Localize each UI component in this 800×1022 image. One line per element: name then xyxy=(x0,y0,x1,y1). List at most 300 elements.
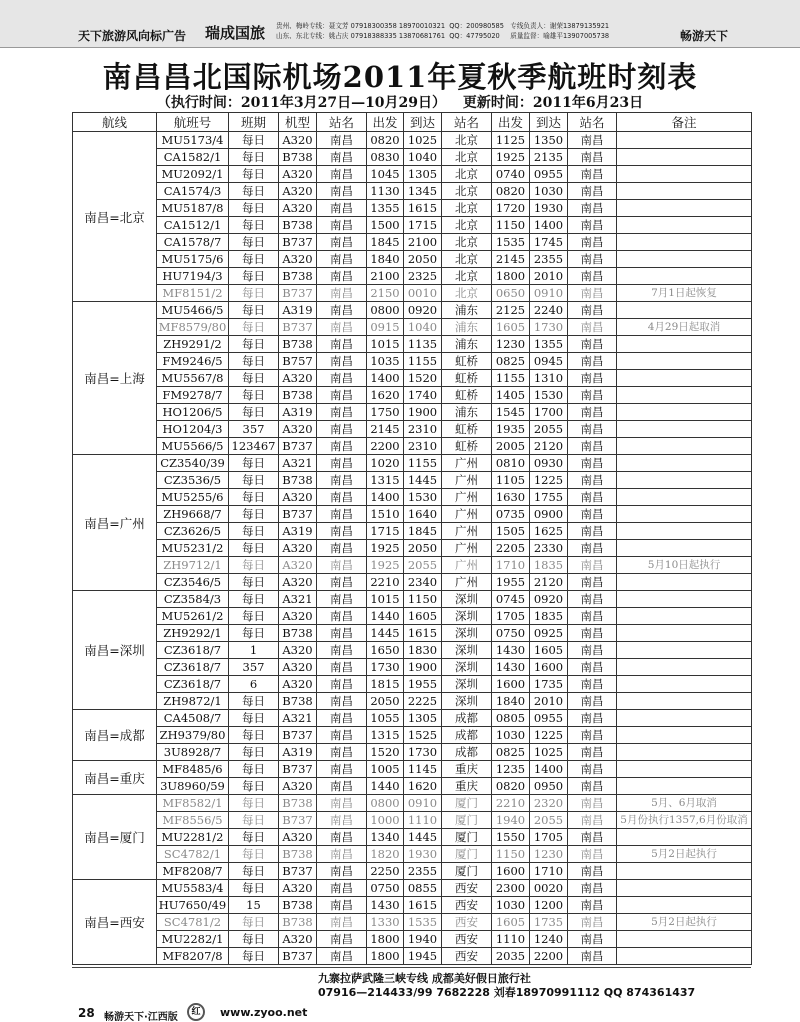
table-cell: 南昌 xyxy=(568,455,617,472)
table-cell: 南昌 xyxy=(317,846,367,863)
page-title: 南昌昌北国际机场2011年夏秋季航班时刻表 xyxy=(102,60,698,94)
table-row xyxy=(73,489,752,506)
table-cell: 1845 xyxy=(367,234,404,251)
table-cell: 1400 xyxy=(367,370,404,387)
table-cell: 1520 xyxy=(367,744,404,761)
table-cell: 123467 xyxy=(229,438,279,455)
table-cell: MU5255/6 xyxy=(157,489,229,506)
table-cell: 南昌 xyxy=(317,149,367,166)
table-cell: 虹桥 xyxy=(442,353,492,370)
table-cell: 每日 xyxy=(229,591,279,608)
table-cell: CZ3618/7 xyxy=(157,676,229,693)
table-cell: 每日 xyxy=(229,132,279,149)
table-row xyxy=(73,217,752,234)
table-cell: 0750 xyxy=(367,880,404,897)
table-row xyxy=(73,557,752,574)
table-cell: 2200 xyxy=(530,948,568,965)
table-cell: 1015 xyxy=(367,591,404,608)
table-cell: 2120 xyxy=(530,438,568,455)
table-cell: 1000 xyxy=(367,812,404,829)
remark-cell: 5月份执行1357,6月份取消 xyxy=(617,812,752,829)
table-cell: 1840 xyxy=(367,251,404,268)
remark-cell xyxy=(617,863,752,880)
table-cell: 2055 xyxy=(530,421,568,438)
table-cell: 南昌 xyxy=(568,914,617,931)
table-cell: 1440 xyxy=(367,608,404,625)
remark-cell xyxy=(617,438,752,455)
table-cell: B738 xyxy=(279,914,317,931)
table-cell: B737 xyxy=(279,285,317,302)
table-cell: 1230 xyxy=(492,336,530,353)
table-row xyxy=(73,642,752,659)
table-cell: 浦东 xyxy=(442,404,492,421)
table-cell: 厦门 xyxy=(442,863,492,880)
table-cell: 每日 xyxy=(229,319,279,336)
table-cell: 0945 xyxy=(530,353,568,370)
table-cell: 南昌 xyxy=(317,676,367,693)
table-cell: A321 xyxy=(279,591,317,608)
table-cell: 南昌 xyxy=(568,421,617,438)
remark-cell xyxy=(617,132,752,149)
remark-cell: 5月2日起执行 xyxy=(617,846,752,863)
table-cell: B738 xyxy=(279,149,317,166)
remark-cell xyxy=(617,455,752,472)
table-body xyxy=(73,132,752,965)
remark-cell xyxy=(617,591,752,608)
table-cell: 浦东 xyxy=(442,336,492,353)
table-cell: 虹桥 xyxy=(442,387,492,404)
table-cell: B738 xyxy=(279,472,317,489)
table-cell: 1705 xyxy=(530,829,568,846)
table-cell: 2100 xyxy=(367,268,404,285)
remark-cell xyxy=(617,234,752,251)
table-cell: B737 xyxy=(279,234,317,251)
table-cell: FM9246/5 xyxy=(157,353,229,370)
table-cell: 深圳 xyxy=(442,676,492,693)
table-cell: 南昌 xyxy=(317,421,367,438)
table-cell: 1830 xyxy=(404,642,442,659)
table-cell: 1005 xyxy=(367,761,404,778)
remark-cell: 5月2日起执行 xyxy=(617,914,752,931)
table-cell: ZH9291/2 xyxy=(157,336,229,353)
table-cell: 南昌 xyxy=(568,659,617,676)
table-cell: 1730 xyxy=(367,659,404,676)
table-cell: 1615 xyxy=(404,200,442,217)
table-cell: A320 xyxy=(279,132,317,149)
table-cell: 虹桥 xyxy=(442,438,492,455)
table-cell: 南昌 xyxy=(317,574,367,591)
remark-cell xyxy=(617,829,752,846)
page-subtitle xyxy=(0,92,800,112)
table-cell: 1150 xyxy=(492,846,530,863)
table-cell: 1705 xyxy=(492,608,530,625)
remark-cell xyxy=(617,761,752,778)
table-cell: 1440 xyxy=(367,778,404,795)
table-cell: 1600 xyxy=(492,863,530,880)
table-cell: B737 xyxy=(279,438,317,455)
table-cell: 每日 xyxy=(229,914,279,931)
table-cell: 2250 xyxy=(367,863,404,880)
table-cell: 每日 xyxy=(229,812,279,829)
column-header: 站名 xyxy=(442,113,492,132)
table-cell: 1150 xyxy=(404,591,442,608)
table-cell: ZH9872/1 xyxy=(157,693,229,710)
table-cell: 1045 xyxy=(367,166,404,183)
table-cell: 1605 xyxy=(404,608,442,625)
table-cell: 1720 xyxy=(492,200,530,217)
table-row xyxy=(73,540,752,557)
table-cell: A320 xyxy=(279,421,317,438)
table-cell: A320 xyxy=(279,880,317,897)
table-cell: A320 xyxy=(279,251,317,268)
table-row xyxy=(73,812,752,829)
table-cell: B738 xyxy=(279,846,317,863)
table-row xyxy=(73,132,752,149)
table-cell: 成都 xyxy=(442,727,492,744)
column-header: 到达 xyxy=(530,113,568,132)
table-cell: 深圳 xyxy=(442,693,492,710)
table-cell: 1520 xyxy=(404,370,442,387)
table-cell: 1400 xyxy=(367,489,404,506)
remark-cell xyxy=(617,710,752,727)
remark-cell xyxy=(617,608,752,625)
table-cell: SC4781/2 xyxy=(157,914,229,931)
table-cell: 南昌 xyxy=(317,404,367,421)
table-row xyxy=(73,948,752,965)
table-cell: 0810 xyxy=(492,455,530,472)
table-cell: 0930 xyxy=(530,455,568,472)
table-row xyxy=(73,472,752,489)
remark-cell xyxy=(617,336,752,353)
table-cell: 1445 xyxy=(404,829,442,846)
table-cell: 1605 xyxy=(492,914,530,931)
table-cell: 每日 xyxy=(229,761,279,778)
table-cell: A319 xyxy=(279,523,317,540)
table-cell: 重庆 xyxy=(442,761,492,778)
table-row xyxy=(73,183,752,200)
column-header: 班期 xyxy=(229,113,279,132)
table-cell: 广州 xyxy=(442,540,492,557)
table-cell: 南昌 xyxy=(317,608,367,625)
table-cell: 1730 xyxy=(530,319,568,336)
table-cell: 0925 xyxy=(530,625,568,642)
remark-cell xyxy=(617,523,752,540)
table-cell: 1530 xyxy=(404,489,442,506)
table-cell: 2150 xyxy=(367,285,404,302)
table-cell: 南昌 xyxy=(568,642,617,659)
table-cell: 1430 xyxy=(492,659,530,676)
table-row xyxy=(73,608,752,625)
table-cell: 南昌 xyxy=(568,251,617,268)
table-cell: 1030 xyxy=(492,897,530,914)
remark-cell xyxy=(617,353,752,370)
table-cell: 南昌 xyxy=(568,149,617,166)
table-cell: HU7194/3 xyxy=(157,268,229,285)
table-cell: 广州 xyxy=(442,506,492,523)
table-row xyxy=(73,523,752,540)
table-cell: 南昌 xyxy=(568,710,617,727)
table-cell: 2035 xyxy=(492,948,530,965)
table-row xyxy=(73,676,752,693)
table-cell: 每日 xyxy=(229,846,279,863)
table-cell: 1135 xyxy=(404,336,442,353)
table-cell: 1535 xyxy=(404,914,442,931)
table-cell: 1620 xyxy=(404,778,442,795)
table-row xyxy=(73,404,752,421)
table-cell: 每日 xyxy=(229,693,279,710)
table-cell: 1650 xyxy=(367,642,404,659)
table-cell: 1755 xyxy=(530,489,568,506)
table-cell: 2135 xyxy=(530,149,568,166)
remark-cell xyxy=(617,574,752,591)
table-cell: 2330 xyxy=(530,540,568,557)
table-row xyxy=(73,625,752,642)
table-cell: 厦门 xyxy=(442,812,492,829)
table-cell: 南昌 xyxy=(317,727,367,744)
table-cell: 北京 xyxy=(442,268,492,285)
table-cell: 南昌 xyxy=(317,438,367,455)
table-cell: 南昌 xyxy=(568,217,617,234)
table-cell: 每日 xyxy=(229,948,279,965)
table-cell: 2240 xyxy=(530,302,568,319)
table-cell: 0820 xyxy=(492,778,530,795)
table-cell: 广州 xyxy=(442,455,492,472)
route-cell: 南昌=西安 xyxy=(73,880,157,965)
table-cell: 南昌 xyxy=(568,268,617,285)
column-header: 航线 xyxy=(73,113,157,132)
table-cell: 南昌 xyxy=(568,132,617,149)
table-cell: 1600 xyxy=(492,676,530,693)
remark-cell xyxy=(617,506,752,523)
table-cell: 南昌 xyxy=(317,914,367,931)
table-cell: 2325 xyxy=(404,268,442,285)
table-cell: 南昌 xyxy=(317,710,367,727)
table-cell: 2010 xyxy=(530,693,568,710)
table-cell: 1625 xyxy=(530,523,568,540)
table-cell: 2120 xyxy=(530,574,568,591)
remark-cell xyxy=(617,625,752,642)
table-cell: 357 xyxy=(229,421,279,438)
table-cell: 1055 xyxy=(367,710,404,727)
table-cell: 2225 xyxy=(404,693,442,710)
table-row xyxy=(73,846,752,863)
table-cell: 1900 xyxy=(404,404,442,421)
table-cell: 1330 xyxy=(367,914,404,931)
table-cell: 1030 xyxy=(530,183,568,200)
table-cell: 广州 xyxy=(442,489,492,506)
table-cell: 1835 xyxy=(530,557,568,574)
table-cell: 0955 xyxy=(530,710,568,727)
table-cell: A320 xyxy=(279,574,317,591)
table-cell: 南昌 xyxy=(568,319,617,336)
table-cell: 2210 xyxy=(367,574,404,591)
table-cell: 南昌 xyxy=(568,744,617,761)
table-cell: 南昌 xyxy=(317,693,367,710)
table-cell: SC4782/1 xyxy=(157,846,229,863)
table-cell: 0805 xyxy=(492,710,530,727)
table-cell: 1315 xyxy=(367,472,404,489)
table-cell: 南昌 xyxy=(317,387,367,404)
table-cell: B738 xyxy=(279,897,317,914)
table-cell: 1955 xyxy=(492,574,530,591)
table-cell: MU5583/4 xyxy=(157,880,229,897)
table-cell: MF8207/8 xyxy=(157,948,229,965)
table-cell: CZ3540/39 xyxy=(157,455,229,472)
table-cell: 1310 xyxy=(530,370,568,387)
footer-magazine-name: 畅游天下·江西版 xyxy=(104,1012,178,1022)
table-cell: 每日 xyxy=(229,336,279,353)
table-cell: 每日 xyxy=(229,744,279,761)
table-cell: 1930 xyxy=(404,846,442,863)
table-cell: 南昌 xyxy=(317,217,367,234)
remark-cell xyxy=(617,421,752,438)
table-cell: 南昌 xyxy=(317,931,367,948)
table-cell: 1800 xyxy=(367,931,404,948)
table-cell: 1225 xyxy=(530,727,568,744)
route-cell: 南昌=上海 xyxy=(73,302,157,455)
column-header: 站名 xyxy=(568,113,617,132)
table-cell: 1400 xyxy=(530,761,568,778)
remark-cell: 5月10日起执行 xyxy=(617,557,752,574)
table-cell: 西安 xyxy=(442,897,492,914)
footer-url: www.zyoo.net xyxy=(220,1006,308,1019)
table-cell: 北京 xyxy=(442,251,492,268)
table-cell: 南昌 xyxy=(317,829,367,846)
table-cell: 每日 xyxy=(229,200,279,217)
table-row xyxy=(73,914,752,931)
table-cell: 广州 xyxy=(442,523,492,540)
remark-cell xyxy=(617,302,752,319)
table-cell: HO1204/3 xyxy=(157,421,229,438)
table-row xyxy=(73,591,752,608)
table-cell: 南昌 xyxy=(568,438,617,455)
table-cell: 南昌 xyxy=(317,183,367,200)
column-header: 出发 xyxy=(492,113,530,132)
table-cell: 1925 xyxy=(367,557,404,574)
table-cell: B737 xyxy=(279,727,317,744)
table-cell: 1815 xyxy=(367,676,404,693)
remark-cell xyxy=(617,472,752,489)
table-cell: 1350 xyxy=(530,132,568,149)
table-cell: 南昌 xyxy=(568,540,617,557)
table-cell: 1355 xyxy=(367,200,404,217)
table-cell: A320 xyxy=(279,540,317,557)
table-cell: B738 xyxy=(279,217,317,234)
table-cell: 1630 xyxy=(492,489,530,506)
top-banner xyxy=(0,0,800,48)
table-cell: A320 xyxy=(279,829,317,846)
table-cell: 每日 xyxy=(229,523,279,540)
remark-cell xyxy=(617,217,752,234)
table-cell: 每日 xyxy=(229,472,279,489)
table-cell: 广州 xyxy=(442,472,492,489)
table-cell: CZ3618/7 xyxy=(157,642,229,659)
table-cell: 1040 xyxy=(404,319,442,336)
table-row xyxy=(73,200,752,217)
table-cell: 每日 xyxy=(229,251,279,268)
table-cell: MU5187/8 xyxy=(157,200,229,217)
table-cell: 南昌 xyxy=(568,795,617,812)
table-cell: CA1582/1 xyxy=(157,149,229,166)
table-cell: 1355 xyxy=(530,336,568,353)
table-cell: 0650 xyxy=(492,285,530,302)
table-cell: 1105 xyxy=(492,472,530,489)
table-cell: ZH9712/1 xyxy=(157,557,229,574)
table-cell: 1700 xyxy=(530,404,568,421)
column-header: 站名 xyxy=(317,113,367,132)
table-cell: 1340 xyxy=(367,829,404,846)
remark-cell xyxy=(617,540,752,557)
table-cell: 2300 xyxy=(492,880,530,897)
banner-brand: 瑞成国旅 xyxy=(205,24,266,42)
table-row xyxy=(73,302,752,319)
table-cell: 南昌 xyxy=(317,863,367,880)
footer-badge-icon: 红 xyxy=(187,1003,205,1021)
table-row xyxy=(73,795,752,812)
table-cell: 0900 xyxy=(530,506,568,523)
table-row xyxy=(73,387,752,404)
table-cell: 6 xyxy=(229,676,279,693)
table-cell: 每日 xyxy=(229,217,279,234)
table-cell: 0010 xyxy=(404,285,442,302)
table-row xyxy=(73,761,752,778)
table-cell: 南昌 xyxy=(317,795,367,812)
table-cell: 南昌 xyxy=(317,625,367,642)
table-row xyxy=(73,353,752,370)
table-cell: 每日 xyxy=(229,778,279,795)
table-cell: 2050 xyxy=(404,540,442,557)
table-cell: B738 xyxy=(279,387,317,404)
table-cell: 2340 xyxy=(404,574,442,591)
table-row xyxy=(73,438,752,455)
table-cell: 2100 xyxy=(404,234,442,251)
table-cell: 南昌 xyxy=(317,948,367,965)
table-cell: 1545 xyxy=(492,404,530,421)
table-cell: 南昌 xyxy=(568,234,617,251)
table-cell: MF8208/7 xyxy=(157,863,229,880)
table-cell: 南昌 xyxy=(317,659,367,676)
table-cell: 1155 xyxy=(492,370,530,387)
table-cell: 1955 xyxy=(404,676,442,693)
table-cell: 2145 xyxy=(367,421,404,438)
table-row xyxy=(73,897,752,914)
table-cell: 南昌 xyxy=(568,506,617,523)
table-cell: 南昌 xyxy=(317,302,367,319)
table-cell: 1550 xyxy=(492,829,530,846)
table-cell: B738 xyxy=(279,795,317,812)
table-cell: MF8151/2 xyxy=(157,285,229,302)
table-cell: 2125 xyxy=(492,302,530,319)
table-cell: A319 xyxy=(279,404,317,421)
table-cell: 2055 xyxy=(404,557,442,574)
table-cell: 2310 xyxy=(404,438,442,455)
table-cell: 1940 xyxy=(492,812,530,829)
table-cell: 每日 xyxy=(229,268,279,285)
table-cell: 1040 xyxy=(404,149,442,166)
column-header: 机型 xyxy=(279,113,317,132)
table-cell: 1530 xyxy=(530,387,568,404)
table-cell: 1445 xyxy=(367,625,404,642)
table-cell: 0855 xyxy=(404,880,442,897)
table-row xyxy=(73,234,752,251)
table-cell: A319 xyxy=(279,744,317,761)
table-cell: ZH9668/7 xyxy=(157,506,229,523)
table-cell: 1305 xyxy=(404,166,442,183)
table-cell: 1930 xyxy=(530,200,568,217)
route-cell: 南昌=厦门 xyxy=(73,795,157,880)
table-cell: 南昌 xyxy=(568,880,617,897)
remark-cell xyxy=(617,778,752,795)
